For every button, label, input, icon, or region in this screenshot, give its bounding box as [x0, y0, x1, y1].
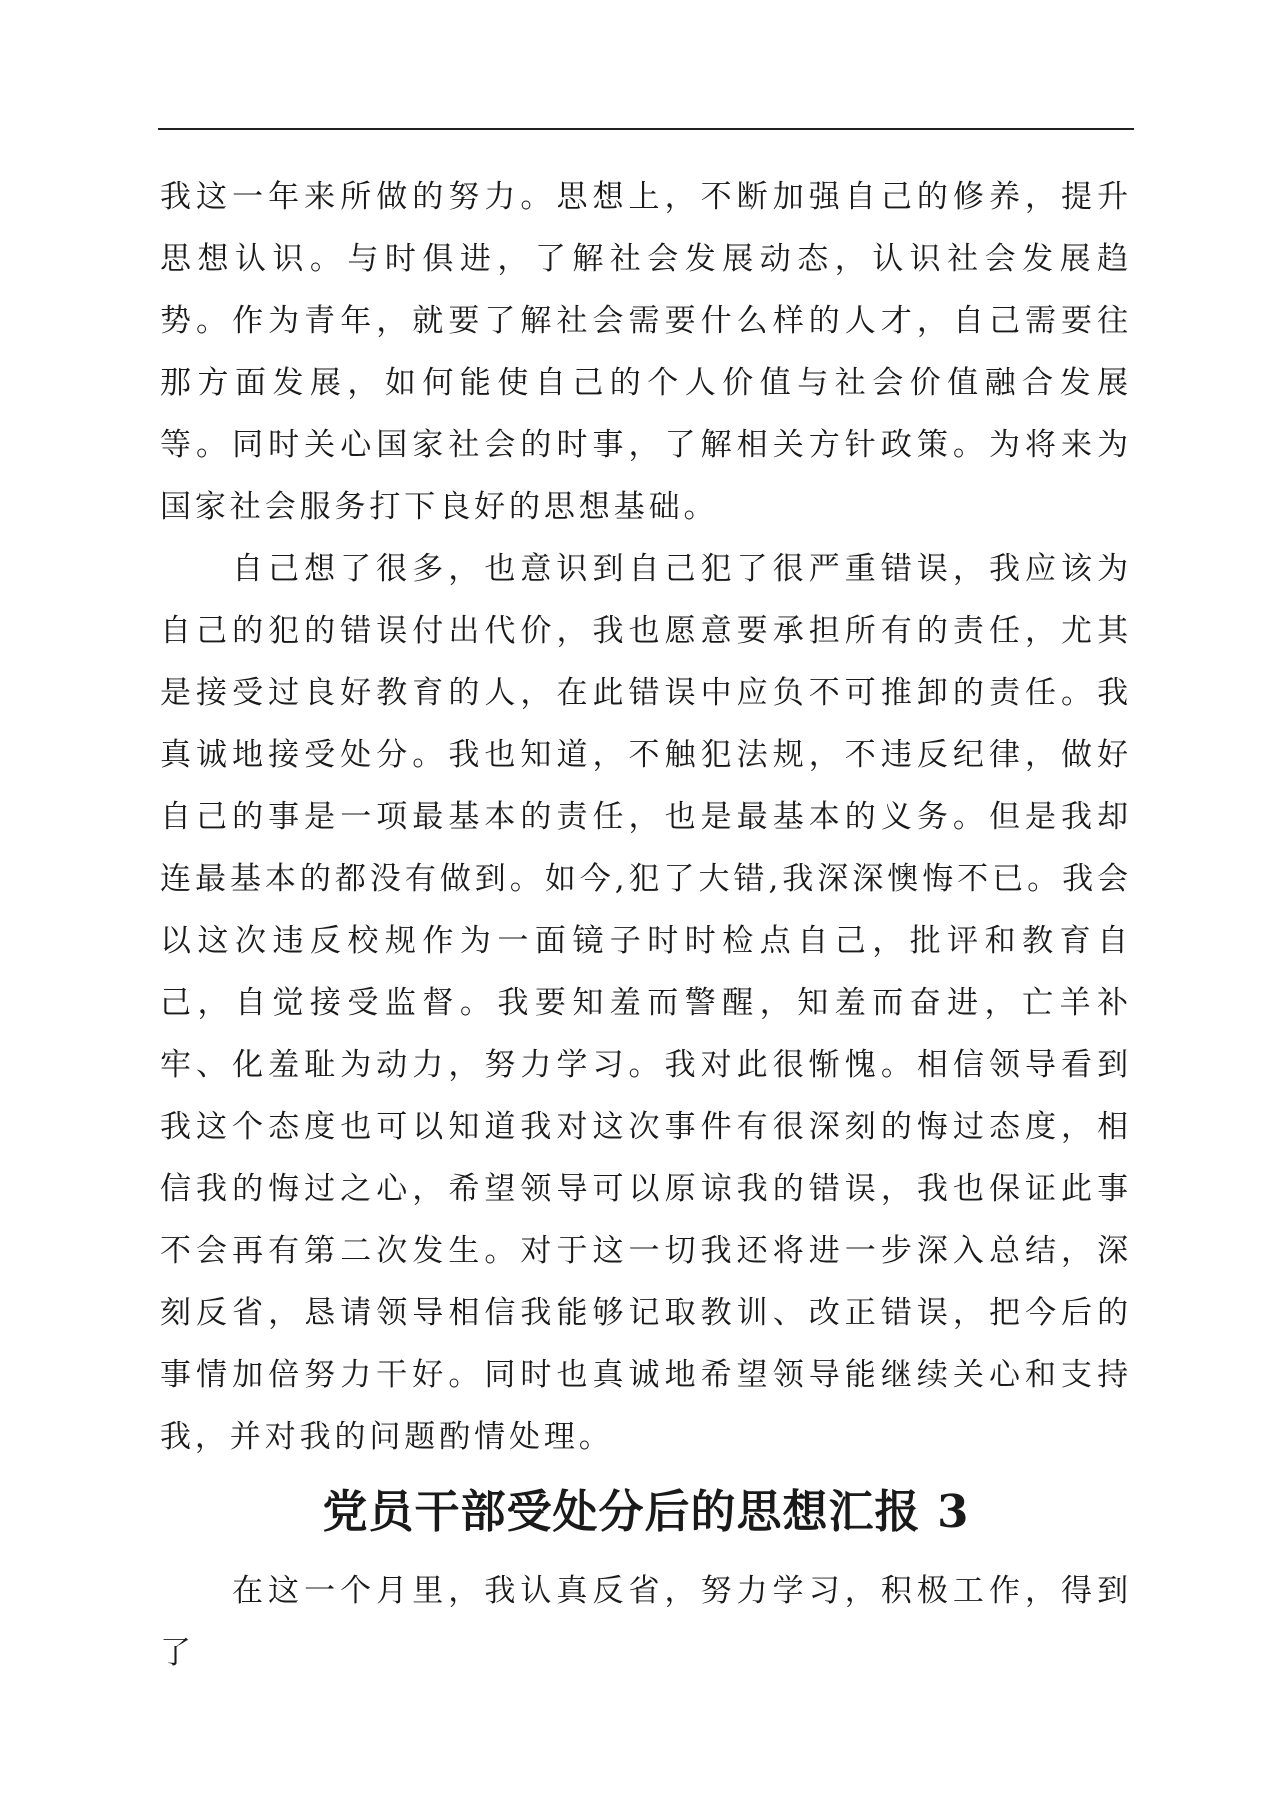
- header-rule: [158, 128, 1134, 130]
- section-title: 党员干部受处分后的思想汇报 3: [322, 1485, 970, 1538]
- document-body: [160, 166, 1132, 1684]
- paragraph: 我这一年来所做的努力。思想上，不断加强自己的修养，提升思想认识。与时俱进，了解社会发展动态，认识社会发展趋势。作为青年，就要了解社会需要什么样的人才，自己需要往那方面发展，如何能使自己的个人价值与社会价值融合发展等。同时关心国家社会的时事，了解相关方针政策。为将来为国家社会服务打下良好的思想基础。: [160, 179, 1132, 525]
- paragraph: 自己想了很多，也意识到自己犯了很严重错误，我应该为自己的犯的错误付出代价，我也愿意要承担所有的责任，尤其是接受过良好教育的人，在此错误中应负不可推卸的责任。我真诚地接受处分。我也知道，不触犯法规，不违反纪律，做好自己的事是一项最基本的责任，也是最基本的义务。但是我却连最基本的都没有做到。如今,犯了大错,我深深懊悔不已。我会以这次违反校规作为一面镜子时时检点自己，批评和教育自己，自觉接受监督。我要知羞而警醒，知羞而奋进，亡羊补牢、化羞耻为动力，努力学习。我对此很惭愧。相信领导看到我这个态度也可以知道我对这次事件有很深刻的悔过态度，相信我的悔过之心，希望领导可以原谅我的错误，我也保证此事不会再有第二次发生。对于这一切我还将进一步深入总结，深刻反省，恳请领导相信我能够记取教训、改正错误，把今后的事情加倍努力干好。同时也真诚地希望领导能继续关心和支持我，并对我的问题酌情处理。: [160, 551, 1132, 1455]
- paragraph: 在这一个月里，我认真反省，努力学习，积极工作，得到了: [160, 1573, 1132, 1671]
